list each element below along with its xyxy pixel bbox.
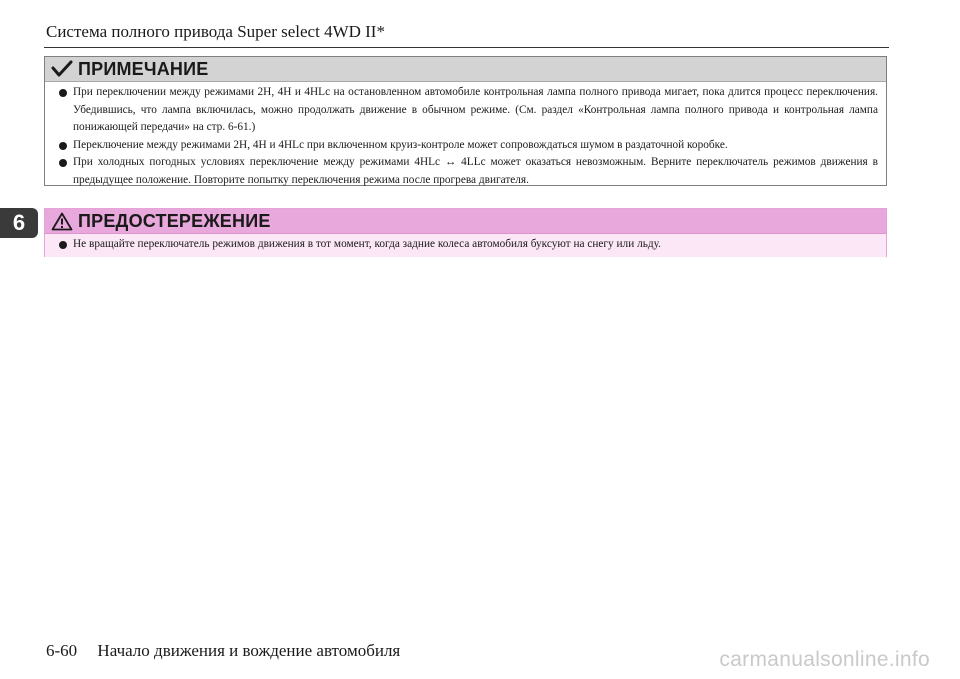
bullet-icon <box>59 159 67 167</box>
page-number: 6-60 <box>46 641 78 660</box>
note-item <box>59 137 878 155</box>
note-box <box>44 56 887 186</box>
header-divider <box>44 47 889 48</box>
note-item <box>59 84 878 137</box>
page-footer <box>46 641 400 661</box>
watermark: carmanualsonline.info <box>719 648 930 671</box>
warning-header <box>45 209 886 234</box>
note-item-text: Переключение между режимами 2H, 4H и 4HLc при включенном круиз-контроле может сопровождаться шумом в раздаточной коробке. <box>73 138 728 151</box>
warning-item-text: Не вращайте переключатель режимов движения в тот момент, когда задние колеса автомобиля буксуют на снегу или льду. <box>73 238 661 250</box>
warning-triangle-icon <box>51 212 73 231</box>
bullet-icon <box>59 89 67 97</box>
warning-item <box>59 236 878 254</box>
note-header <box>45 57 886 82</box>
warning-title: ПРЕДОСТЕРЕЖЕНИЕ <box>78 210 271 231</box>
bullet-icon <box>59 241 67 249</box>
note-item-text: При переключении между режимами 2H, 4H и 4HLc на остановленном автомобиле контрольная лампа полного привода мигает, пока длится процесс переключения. Убедившись, что лампа включилась, можно продолжать движение в обычном режиме. (См. раздел «Контрольная лампа полного привода и контрольная лампа понижающей передачи» на стр. 6-61.) <box>73 86 878 134</box>
chapter-tab: 6 <box>0 208 38 238</box>
footer-section-title: Начало движения и вождение автомобиля <box>97 641 401 660</box>
bullet-icon <box>59 142 67 150</box>
check-icon <box>51 60 73 78</box>
note-body <box>45 82 886 190</box>
note-item-text: При холодных погодных условиях переключение между режимами 4HLc ↔ 4LLc может оказаться невозможным. Верните переключатель режимов движения в предыдущее положение. Повторите попытку переключения режима после прогрева двигателя. <box>73 156 878 186</box>
note-item <box>59 154 878 189</box>
warning-box <box>44 208 887 257</box>
warning-body <box>45 234 886 257</box>
note-title: ПРИМЕЧАНИЕ <box>78 58 209 79</box>
page-header-title: Система полного привода Super select 4WD II* <box>46 22 385 41</box>
